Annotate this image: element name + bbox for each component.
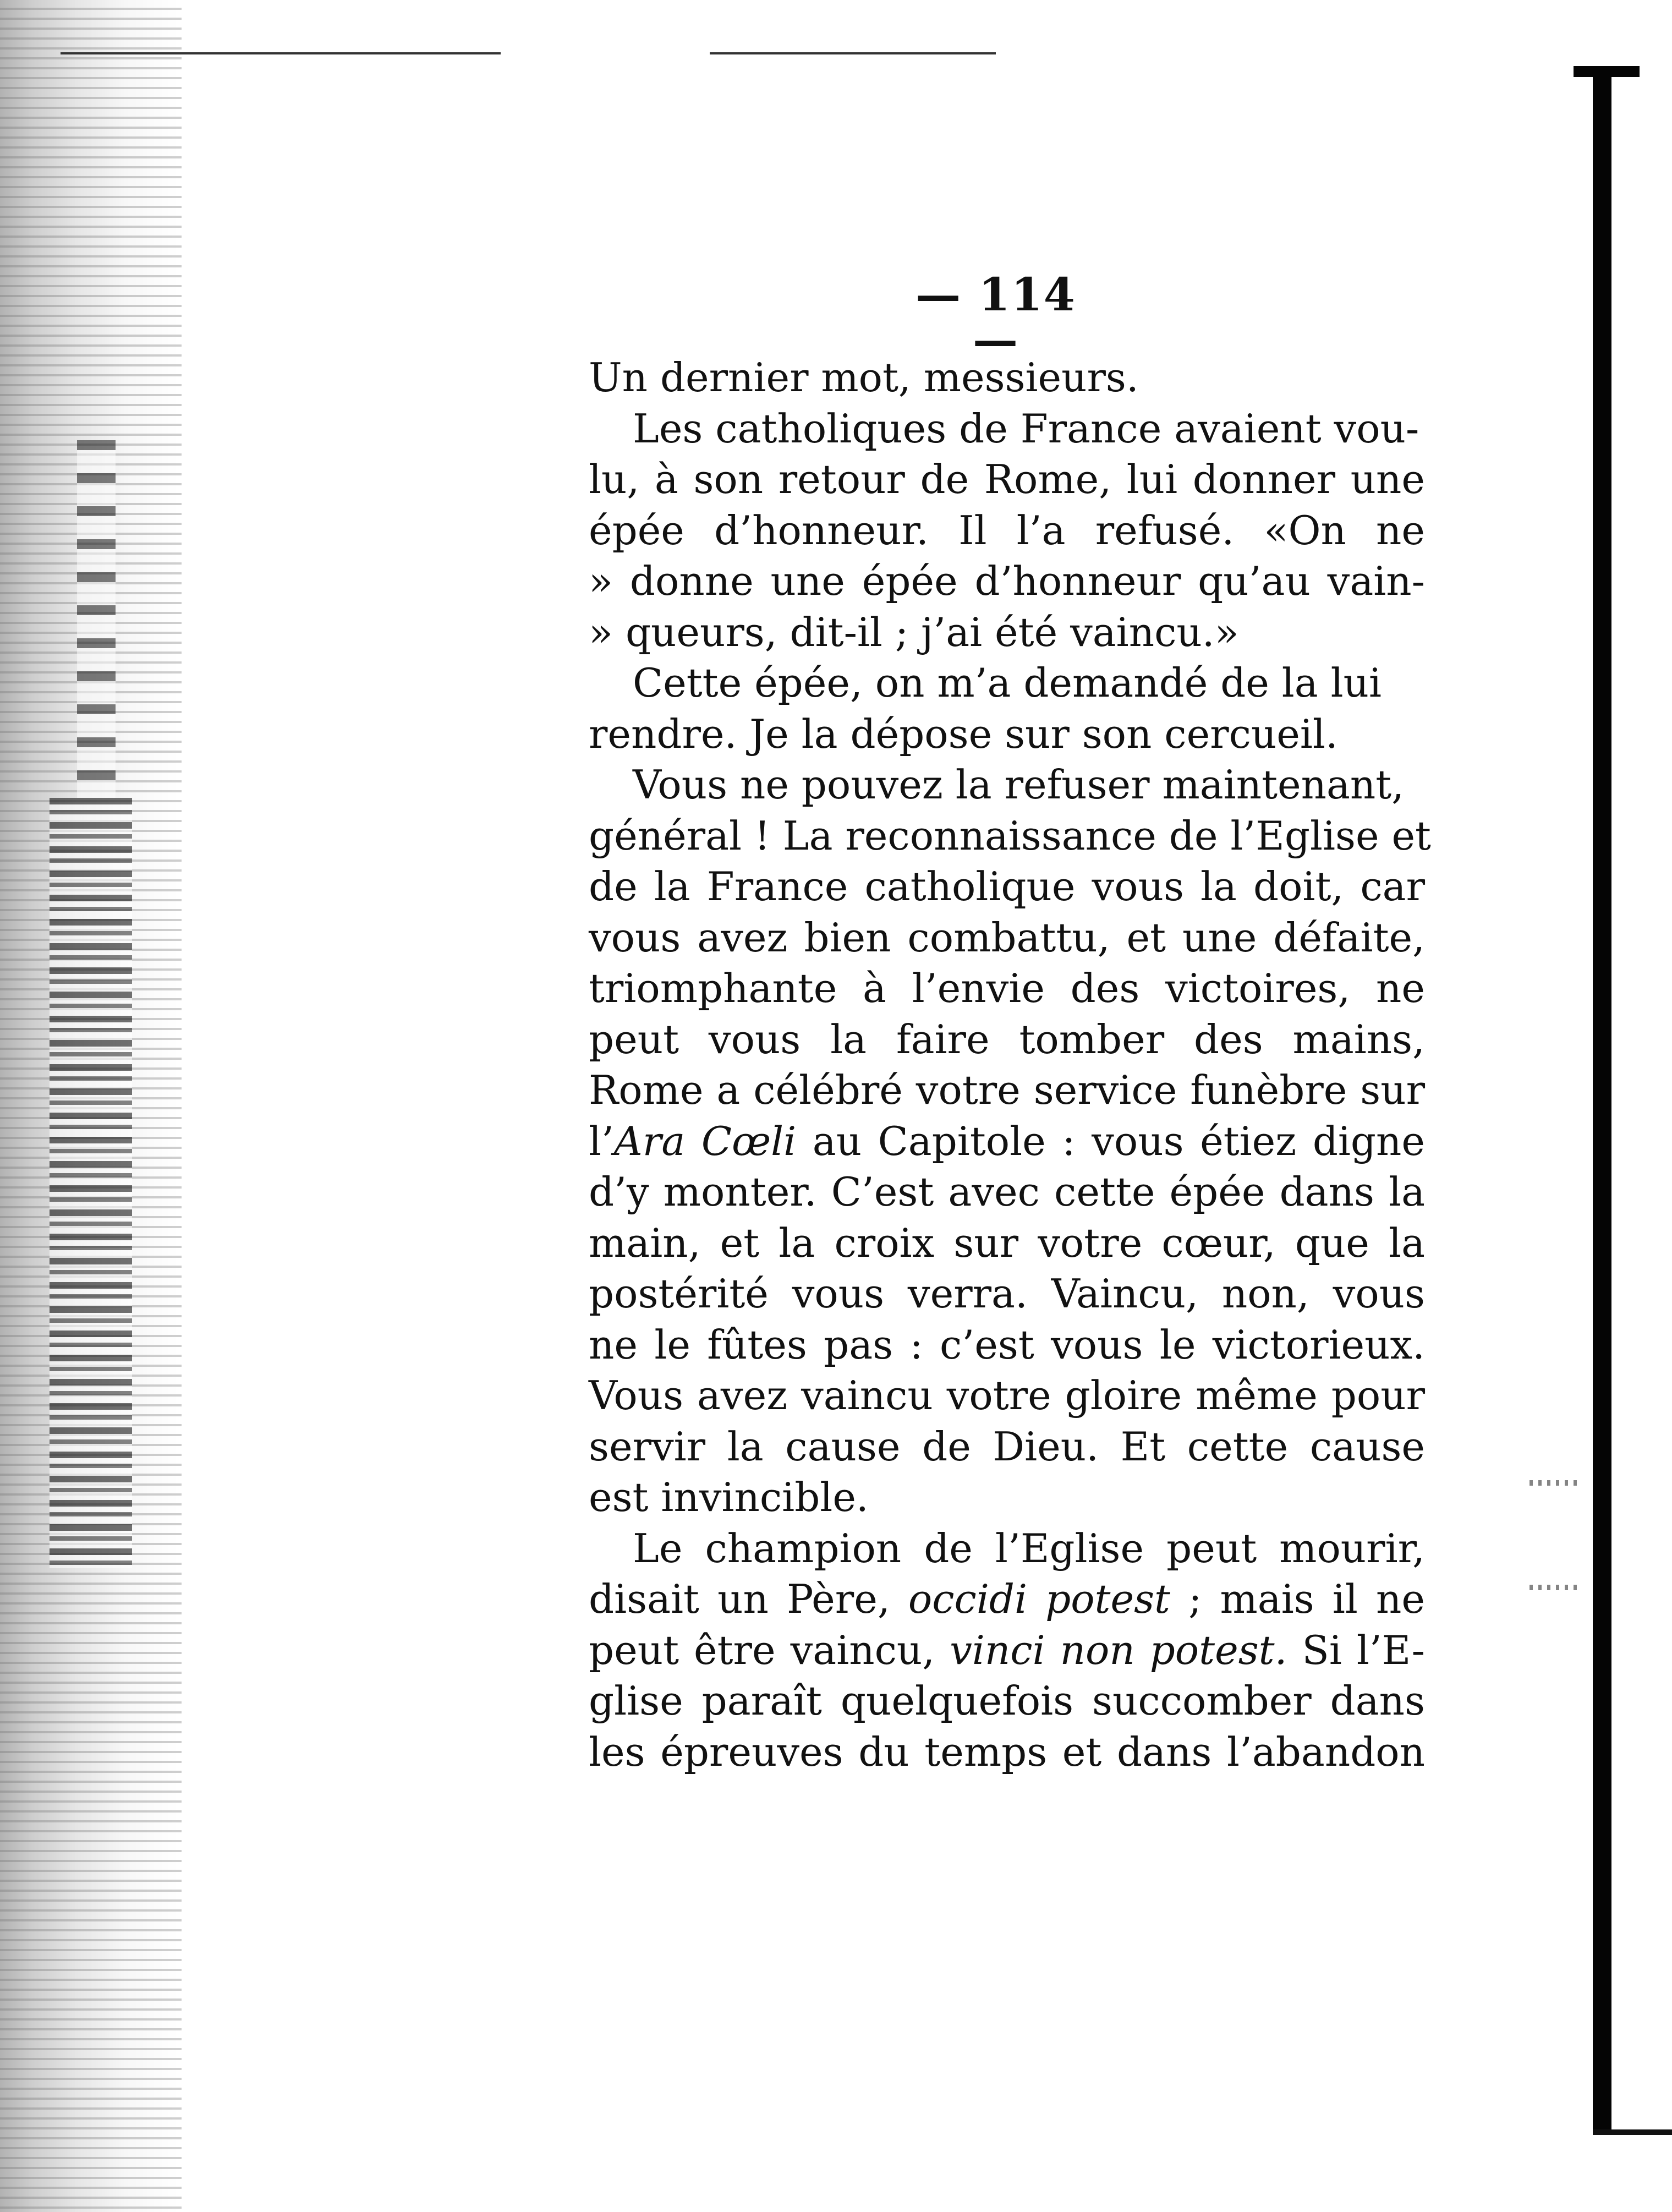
scan-speckle	[1530, 1480, 1579, 1486]
text-line: » queurs, dit-il ; j’ai été vaincu.»	[589, 609, 1239, 655]
text-run: disait un Père,	[589, 1576, 908, 1622]
italic-phrase: occidi potest	[908, 1576, 1170, 1622]
text-line	[589, 1574, 1425, 1625]
scan-noise-left	[50, 798, 132, 1568]
page-number: — 114 —	[916, 269, 1076, 366]
scan-edge-foot	[1593, 2129, 1672, 2135]
scan-top-line-center	[710, 52, 996, 54]
scan-edge-right	[1593, 72, 1611, 2129]
text-line: rendre. Je la dépose sur son cercueil.	[589, 710, 1338, 757]
text-line: peut vous la faire tomber des mains,	[589, 1016, 1425, 1063]
italic-phrase: vinci non potest.	[950, 1627, 1287, 1673]
text-line: postérité vous verra. Vaincu, non, vous	[589, 1271, 1425, 1317]
scan-noise-left-upper	[77, 440, 116, 798]
body-text	[589, 352, 1431, 1777]
scan-top-line-left	[61, 52, 501, 54]
text-line: général ! La reconnaissance de l’Eglise et	[589, 812, 1431, 859]
text-line: d’y monter. C’est avec cette épée dans la	[589, 1169, 1425, 1215]
text-line: Un dernier mot, messieurs.	[589, 354, 1139, 401]
text-line	[589, 1116, 1425, 1167]
italic-phrase: Ara Cœli	[613, 1118, 797, 1164]
text-run: peut être vaincu,	[589, 1627, 950, 1673]
text-run: au Capitole : vous étiez digne	[796, 1118, 1426, 1164]
text-run: Si l’E-	[1287, 1627, 1425, 1673]
text-line: triomphante à l’envie des victoires, ne	[589, 965, 1425, 1011]
text-line: servir la cause de Dieu. Et cette cause	[589, 1423, 1425, 1470]
text-line: Cette épée, on m’a demandé de la lui	[633, 660, 1382, 706]
text-run: ; mais il ne	[1170, 1576, 1425, 1622]
text-line: main, et la croix sur votre cœur, que la	[589, 1219, 1425, 1266]
text-line: » donne une épée d’honneur qu’au vain-	[589, 558, 1425, 604]
text-line: Les catholiques de France avaient vou-	[633, 405, 1419, 452]
text-line: vous avez bien combattu, et une défaite,	[589, 914, 1425, 961]
text-line	[589, 1625, 1425, 1676]
text-line: est invincible.	[589, 1474, 869, 1520]
text-line: Rome a célébré votre service funèbre sur	[589, 1067, 1425, 1113]
text-line: Vous avez vaincu votre gloire même pour	[589, 1372, 1425, 1419]
text-line: ne le fûtes pas : c’est vous le victorieux.	[589, 1321, 1425, 1368]
text-line: épée d’honneur. Il l’a refusé. «On ne	[589, 507, 1425, 554]
text-line: Vous ne pouvez la refuser maintenant,	[633, 762, 1405, 808]
text-run: l’	[589, 1118, 614, 1164]
text-line: Le champion de l’Eglise peut mourir,	[633, 1525, 1425, 1572]
scan-speckle	[1530, 1585, 1579, 1590]
text-line: de la France catholique vous la doit, car	[589, 863, 1425, 910]
text-line: lu, à son retour de Rome, lui donner une	[589, 456, 1425, 502]
text-line: glise paraît quelquefois succomber dans	[589, 1678, 1425, 1724]
text-line: les épreuves du temps et dans l’abandon	[589, 1728, 1425, 1775]
